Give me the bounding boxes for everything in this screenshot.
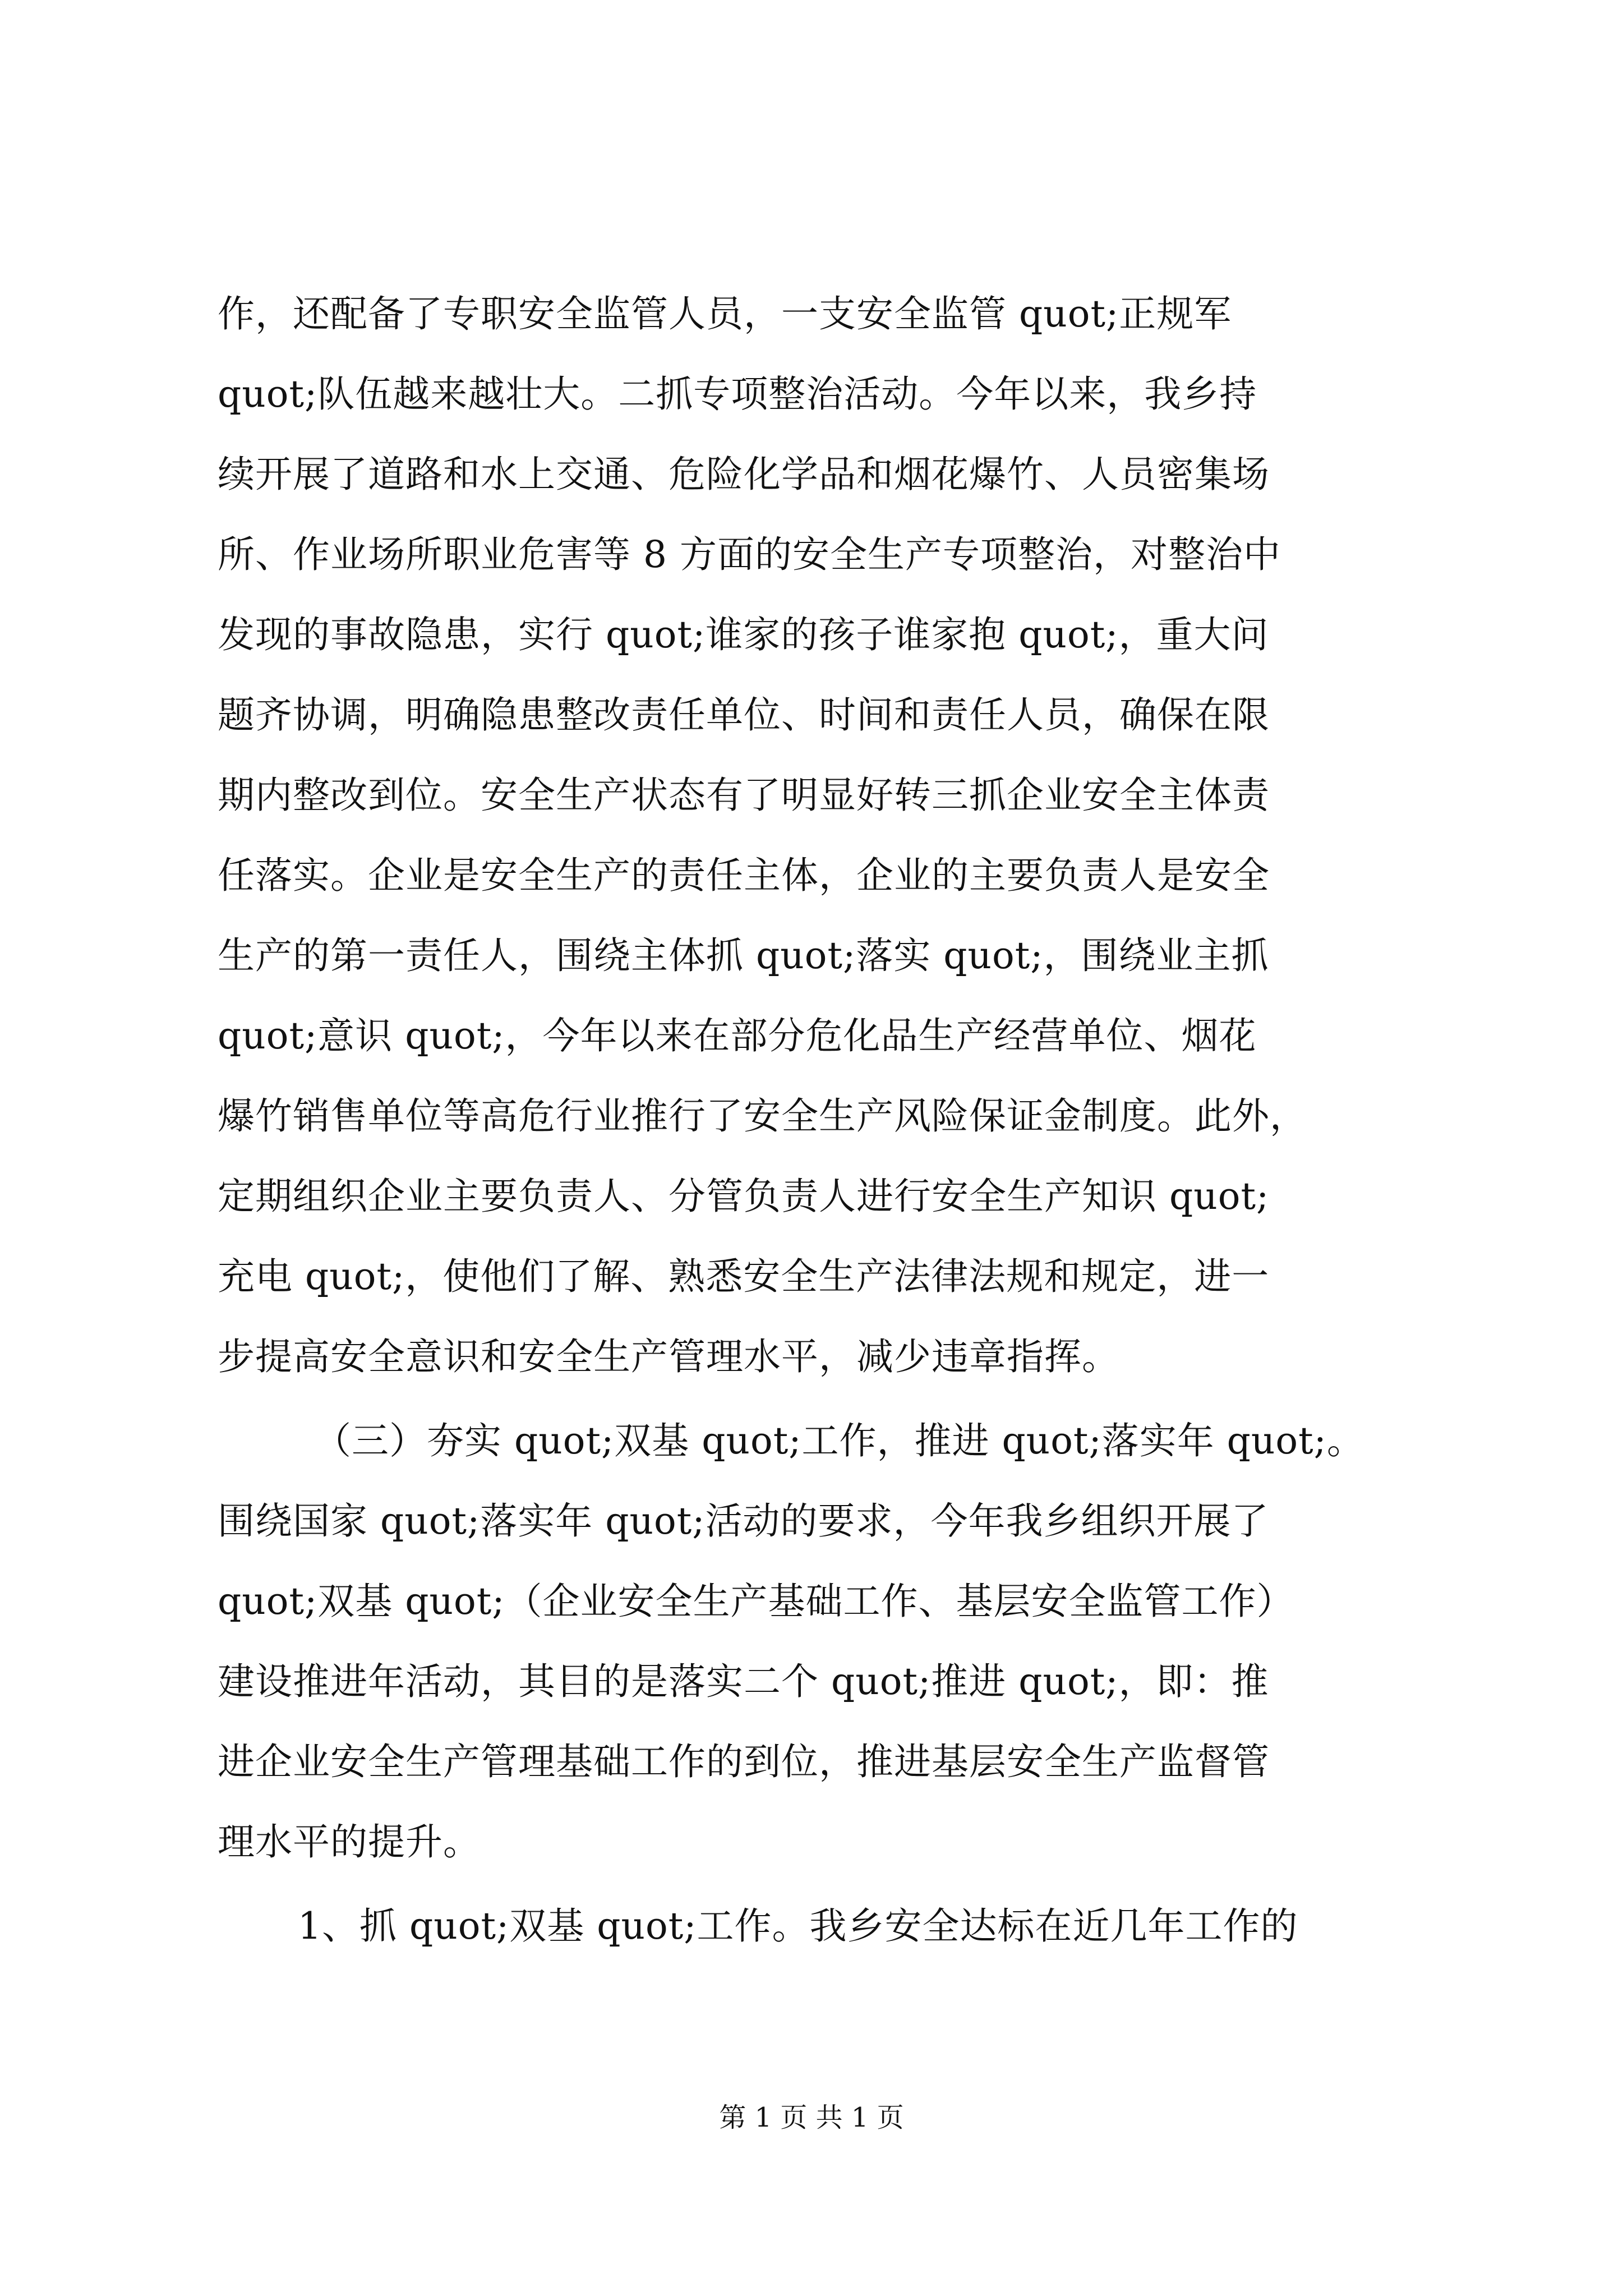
text-line: 爆竹销售单位等高危行业推行了安全生产风险保证金制度。此外， [218, 1094, 1307, 1138]
text-line: quot;队伍越来越壮大。二抓专项整治活动。今年以来，我乡持 [218, 372, 1257, 416]
text-line: 定期组织企业主要负责人、分管负责人进行安全生产知识 quot; [218, 1175, 1270, 1218]
text-line: 围绕国家 quot;落实年 quot;活动的要求，今年我乡组织开展了 [218, 1499, 1269, 1543]
text-line: 所、作业场所职业危害等 8 方面的安全生产专项整治，对整治中 [218, 533, 1281, 576]
text-line: quot;双基 quot;（企业安全生产基础工作、基层安全监管工作） [218, 1580, 1294, 1623]
text-line: 步提高安全意识和安全生产管理水平，减少违章指挥。 [218, 1335, 1119, 1378]
text-line: 作，还配备了专职安全监管人员，一支安全监管 quot;正规军 [218, 292, 1232, 335]
text-line: 充电 quot;，使他们了解、熟悉安全生产法律法规和规定，进一 [218, 1255, 1270, 1298]
text-line: 期内整改到位。安全生产状态有了明显好转三抓企业安全主体责 [218, 774, 1270, 817]
page-footer: 第 1 页 共 1 页 [719, 2102, 904, 2133]
text-line: 续开展了道路和水上交通、危险化学品和烟花爆竹、人员密集场 [218, 453, 1270, 496]
text-line: 生产的第一责任人，围绕主体抓 quot;落实 quot;，围绕业主抓 [218, 934, 1269, 977]
paragraph-heading: （三）夯实 quot;双基 quot;工作，推进 quot;落实年 quot;。 [314, 1419, 1364, 1462]
text-line: quot;意识 quot;，今年以来在部分危化品生产经营单位、烟花 [218, 1014, 1257, 1057]
text-line: 进企业安全生产管理基础工作的到位，推进基层安全生产监督管 [218, 1740, 1270, 1783]
paragraph-start-line: 1、抓 quot;双基 quot;工作。我乡安全达标在近几年工作的 [298, 1904, 1298, 1948]
text-line: 建设推进年活动，其目的是落实二个 quot;推进 quot;，即：推 [218, 1660, 1269, 1703]
text-line: 发现的事故隐患，实行 quot;谁家的孩子谁家抱 quot;，重大问 [218, 613, 1269, 656]
text-line: 任落实。企业是安全生产的责任主体，企业的主要负责人是安全 [218, 854, 1270, 897]
text-line: 理水平的提升。 [218, 1820, 481, 1864]
text-line: 题齐协调，明确隐患整改责任单位、时间和责任人员，确保在限 [218, 693, 1270, 737]
